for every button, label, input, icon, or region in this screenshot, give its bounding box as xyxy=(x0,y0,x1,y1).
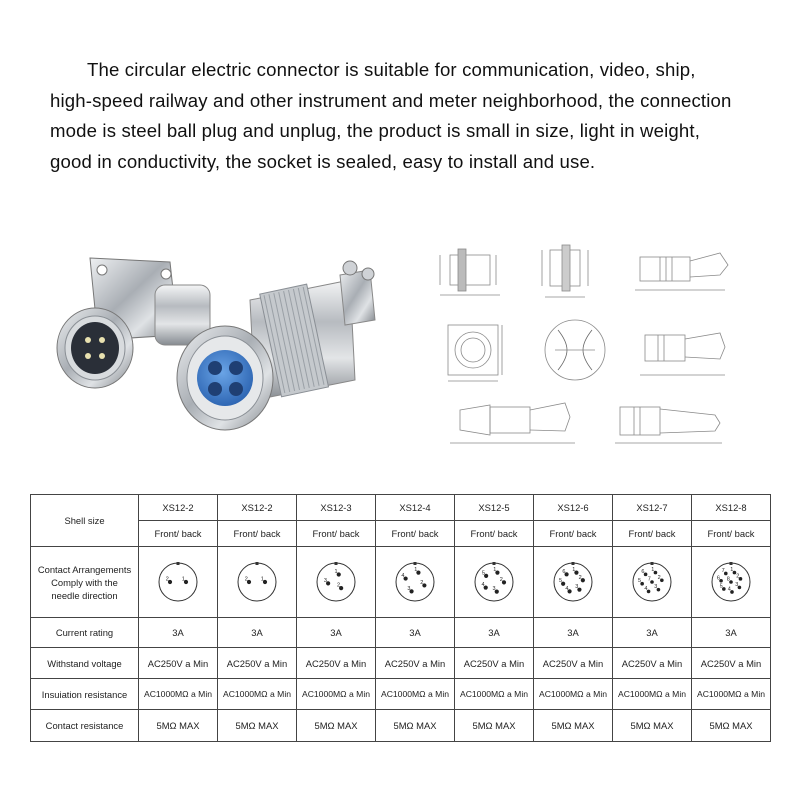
pin-number: 2 xyxy=(657,574,661,581)
insulation-cell: AC1000MΩ a Min xyxy=(297,679,376,710)
pin-number: 4 xyxy=(644,585,648,592)
pin-layout-cell xyxy=(139,547,218,618)
key-notch xyxy=(414,562,417,565)
spec-table xyxy=(30,494,771,742)
pin-number: 4 xyxy=(727,586,731,593)
direction-cell: Front/ back xyxy=(139,521,218,547)
pin-diagram xyxy=(314,560,358,604)
pin-number: 6 xyxy=(641,568,645,575)
direction-cell: Front/ back xyxy=(297,521,376,547)
direction-cell: Front/ back xyxy=(534,521,613,547)
contact-resistance-cell: 5MΩ MAX xyxy=(139,710,218,742)
pin-number: 5 xyxy=(481,570,485,577)
voltage-cell: AC250V a Min xyxy=(376,648,455,679)
row-label-contact-arrangements xyxy=(31,547,139,618)
pin-number: 1 xyxy=(260,576,264,583)
key-notch xyxy=(730,562,733,565)
direction-cell: Front/ back xyxy=(455,521,534,547)
pin-number: 6 xyxy=(562,568,566,575)
pin-number: 4 xyxy=(401,573,405,580)
pin-number: 2 xyxy=(499,576,503,583)
pin-diagram xyxy=(551,560,595,604)
contact-resistance-cell: 5MΩ MAX xyxy=(376,710,455,742)
cable-plug xyxy=(177,261,375,430)
row-label-contact-resistance: Contact resistance xyxy=(31,710,139,742)
contact-resistance-cell: 5MΩ MAX xyxy=(218,710,297,742)
voltage-cell: AC250V a Min xyxy=(297,648,376,679)
contact-resistance-cell: 5MΩ MAX xyxy=(692,710,771,742)
pin-diagram xyxy=(472,560,516,604)
voltage-cell: AC250V a Min xyxy=(218,648,297,679)
model-cell: XS12-6 xyxy=(534,495,613,521)
pin-diagram xyxy=(156,560,200,604)
pin-number: 1 xyxy=(651,567,655,574)
row-label-withstand-voltage: Withstand voltage xyxy=(31,648,139,679)
pin-number: 2 xyxy=(336,582,341,589)
voltage-cell: AC250V a Min xyxy=(613,648,692,679)
pin-number: 2 xyxy=(578,574,582,581)
intro-line: good in conductivity, the socket is sealed, easy to install and use. xyxy=(50,150,596,172)
intro-line: The circular electric connector is suitable for communication, video, ship, xyxy=(87,59,696,80)
model-cell: XS12-8 xyxy=(692,495,771,521)
pin-diagram xyxy=(235,560,279,604)
current-cell: 3A xyxy=(455,618,534,648)
key-notch xyxy=(256,562,259,565)
contact-resistance-cell: 5MΩ MAX xyxy=(613,710,692,742)
pin-number: 5 xyxy=(719,583,723,590)
pin-number: 1 xyxy=(334,568,338,575)
pin-number: 4 xyxy=(565,585,569,592)
insulation-cell: AC1000MΩ a Min xyxy=(455,679,534,710)
pin-layout-cell xyxy=(613,547,692,618)
pin-diagram xyxy=(393,560,437,604)
pin-number: 1 xyxy=(181,576,185,583)
intro-paragraph xyxy=(50,55,755,177)
pin-number: 2 xyxy=(420,579,424,586)
direction-cell: Front/ back xyxy=(692,521,771,547)
voltage-cell: AC250V a Min xyxy=(139,648,218,679)
pin-ring xyxy=(159,563,197,601)
pin-number: 7 xyxy=(721,567,725,574)
row-label-line: Contact Arrangements xyxy=(37,563,132,575)
model-cell: XS12-3 xyxy=(297,495,376,521)
insulation-cell: AC1000MΩ a Min xyxy=(613,679,692,710)
socket-flange-side-drawing xyxy=(542,245,588,297)
row-label-shell-size: Shell size xyxy=(31,495,139,547)
current-cell: 3A xyxy=(139,618,218,648)
pin-number: 3 xyxy=(654,584,658,591)
key-notch xyxy=(177,562,180,565)
insulation-cell: AC1000MΩ a Min xyxy=(376,679,455,710)
pin-number: 3 xyxy=(575,584,579,591)
insulation-cell: AC1000MΩ a Min xyxy=(692,679,771,710)
direction-cell: Front/ back xyxy=(613,521,692,547)
intro-line: mode is steel ball plug and unplug, the product is small in size, light in weight, xyxy=(50,120,701,141)
pin-number: 4 xyxy=(481,582,485,589)
flange-front-drawing xyxy=(448,325,502,381)
socket-side-drawing xyxy=(440,249,500,295)
pin-number: 1 xyxy=(493,567,497,574)
model-cell: XS12-7 xyxy=(613,495,692,521)
direction-cell: Front/ back xyxy=(376,521,455,547)
pin-number: 7 xyxy=(647,576,651,583)
contact-resistance-cell: 5MΩ MAX xyxy=(534,710,613,742)
contact-resistance-cell: 5MΩ MAX xyxy=(297,710,376,742)
pin-layout-cell xyxy=(455,547,534,618)
contact-resistance-cell: 5MΩ MAX xyxy=(455,710,534,742)
insulation-cell: AC1000MΩ a Min xyxy=(139,679,218,710)
plug-side-drawing xyxy=(635,253,728,290)
pin-number: 1 xyxy=(730,567,734,574)
pin-diagram xyxy=(630,560,674,604)
key-notch xyxy=(572,562,575,565)
current-cell: 3A xyxy=(534,618,613,648)
pin-layout-cell xyxy=(692,547,771,618)
row-label-line: Comply with the xyxy=(51,576,118,588)
plug-tail-drawing xyxy=(615,407,722,443)
model-cell: XS12-2 xyxy=(218,495,297,521)
pin-number: 5 xyxy=(637,578,642,585)
current-cell: 3A xyxy=(218,618,297,648)
pin-number: 2 xyxy=(165,576,169,583)
voltage-cell: AC250V a Min xyxy=(455,648,534,679)
row-label-line: needle direction xyxy=(51,589,118,601)
pin-ring xyxy=(238,563,276,601)
current-cell: 3A xyxy=(692,618,771,648)
current-cell: 3A xyxy=(376,618,455,648)
assembly-drawing xyxy=(450,403,575,443)
pin-number: 6 xyxy=(716,575,720,582)
pin-number: 5 xyxy=(558,578,563,585)
direction-cell: Front/ back xyxy=(218,521,297,547)
intro-line: high-speed railway and other instrument and meter neighborhood, the connection xyxy=(50,89,732,111)
key-notch xyxy=(335,562,338,565)
pin-number: 2 xyxy=(244,576,248,583)
pin-layout-cell xyxy=(376,547,455,618)
dimension-drawings xyxy=(430,235,740,450)
voltage-cell: AC250V a Min xyxy=(692,648,771,679)
pin-diagram xyxy=(709,560,753,604)
pin-number: 2 xyxy=(736,573,740,580)
current-cell: 3A xyxy=(297,618,376,648)
model-cell: XS12-2 xyxy=(139,495,218,521)
model-cell: XS12-5 xyxy=(455,495,534,521)
plug-profile-drawing xyxy=(640,333,725,375)
row-label-current-rating: Current rating xyxy=(31,618,139,648)
current-cell: 3A xyxy=(613,618,692,648)
pin-number: 1 xyxy=(572,567,576,574)
row-label-insulation-resistance: Insuiation resistance xyxy=(31,679,139,710)
cutaway-drawing xyxy=(545,320,605,380)
pin-number: 1 xyxy=(414,567,418,574)
insulation-cell: AC1000MΩ a Min xyxy=(534,679,613,710)
voltage-cell: AC250V a Min xyxy=(534,648,613,679)
pin-number: 3 xyxy=(492,586,496,593)
pin-number: 3 xyxy=(735,581,739,588)
insulation-cell: AC1000MΩ a Min xyxy=(218,679,297,710)
key-notch xyxy=(493,562,496,565)
pin-number: 8 xyxy=(726,576,730,583)
pin-layout-cell xyxy=(218,547,297,618)
pin-number: 3 xyxy=(407,585,411,592)
key-notch xyxy=(651,562,654,565)
model-cell: XS12-4 xyxy=(376,495,455,521)
pin-layout-cell xyxy=(297,547,376,618)
pin-number: 3 xyxy=(323,577,327,584)
pin-layout-cell xyxy=(534,547,613,618)
connector-product-photo xyxy=(50,240,390,445)
